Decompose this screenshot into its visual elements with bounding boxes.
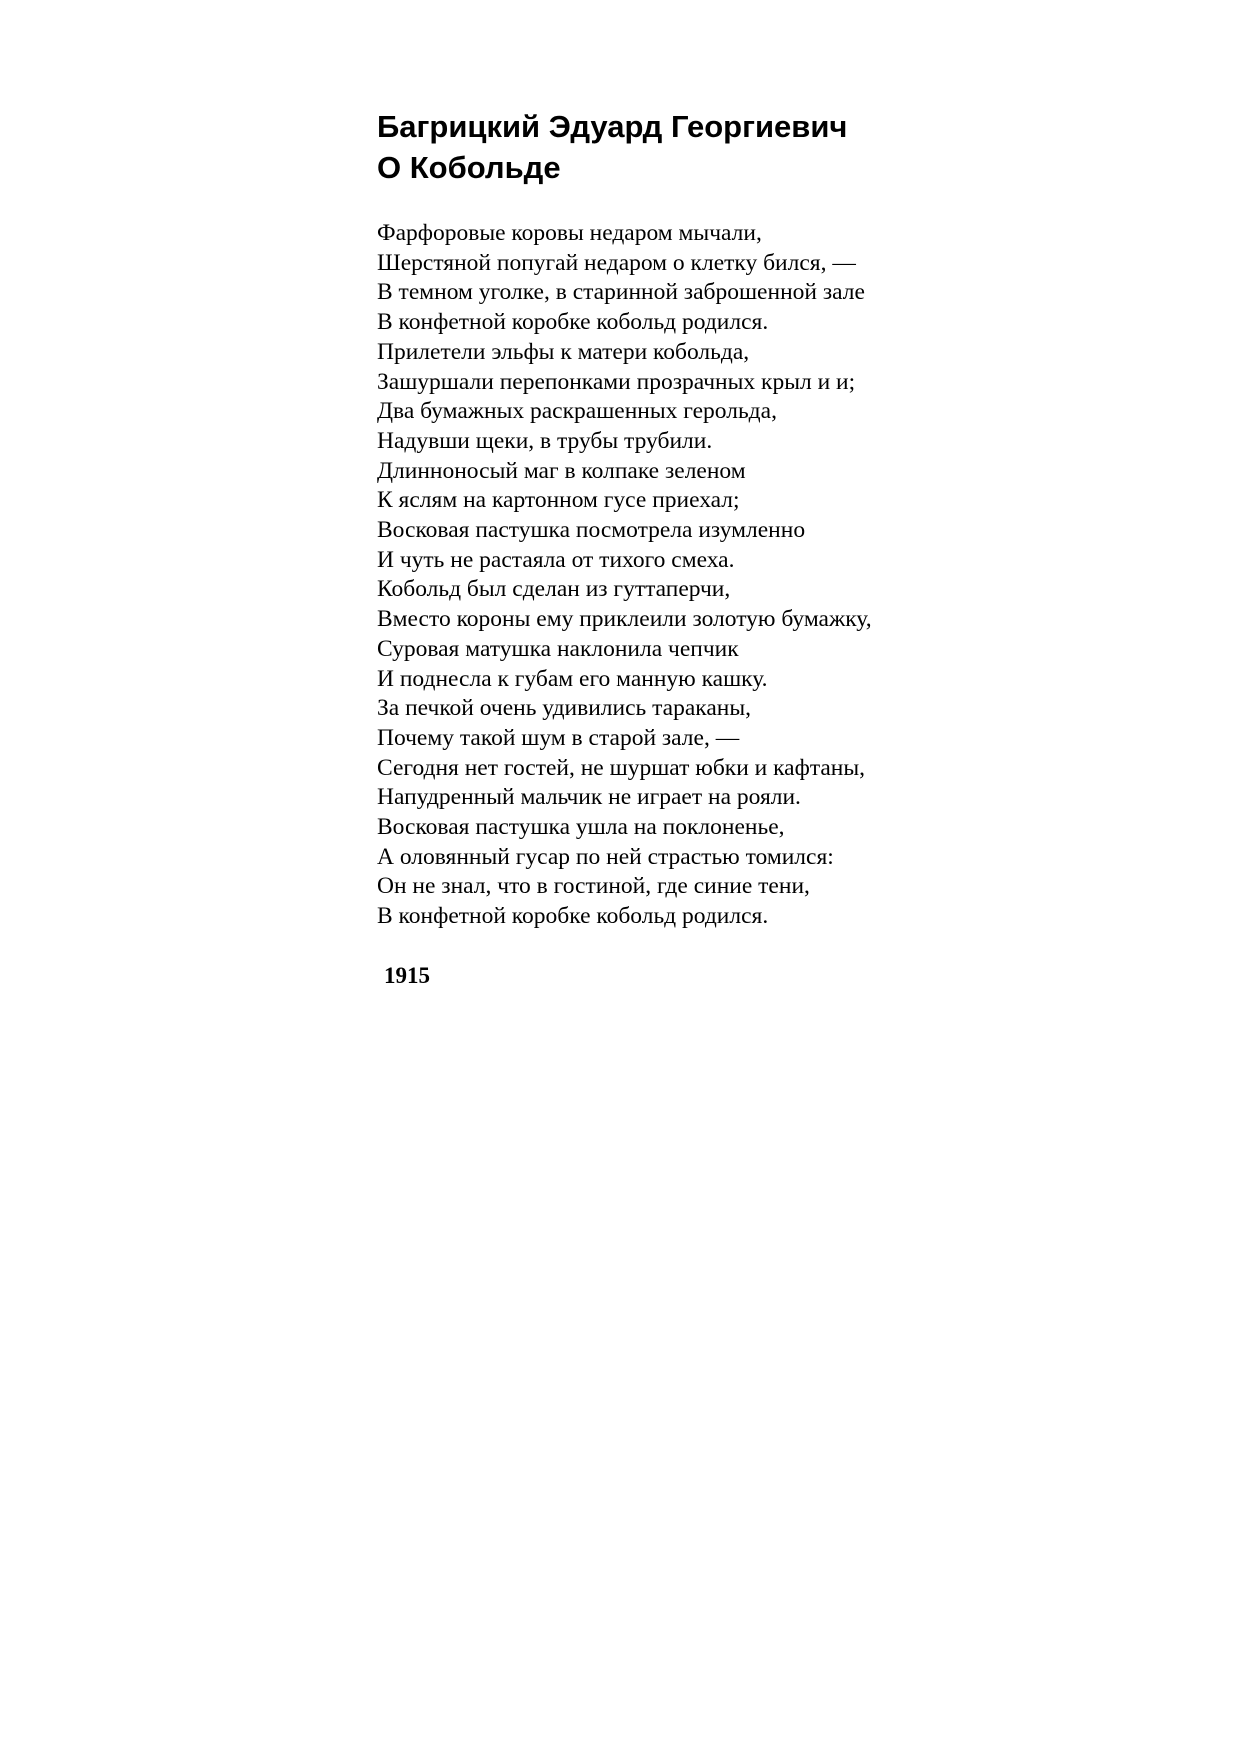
poem-line: Прилетели эльфы к матери кобольда, — [377, 338, 750, 365]
author-name: Багрицкий Эдуард Георгиевич — [377, 109, 848, 144]
poem-line: За печкой очень удивились тараканы, — [377, 695, 752, 722]
poem-line: Сегодня нет гостей, не шуршат юбки и кафтаны, — [377, 754, 866, 781]
poem-line: Фарфоровые коровы недаром мычали, — [377, 220, 762, 246]
poem-line: В конфетной коробке кобольд родился. — [377, 309, 769, 336]
poem-line: Напудренный мальчик не играет на рояли. — [377, 784, 801, 811]
poem-heading — [377, 106, 1097, 188]
poem-line: Два бумажных раскрашенных герольда, — [377, 398, 777, 425]
poem-line: И поднесла к губам его манную кашку. — [377, 665, 768, 692]
poem-line: А оловянный гусар по ней страстью томился: — [377, 843, 834, 870]
poem-line: В конфетной коробке кобольд родился. — [377, 903, 769, 930]
poem-line: Он не знал, что в гостиной, где синие тени, — [377, 873, 810, 900]
poem-line: И чуть не растаяла от тихого смеха. — [377, 546, 735, 573]
poem-line: Почему такой шум в старой зале, — — [377, 724, 740, 751]
poem-line: Надувши щеки, в трубы трубили. — [377, 427, 713, 454]
poem-year: 1915 — [384, 963, 430, 988]
poem-line: Зашуршали перепонками прозрачных крыл и и; — [377, 368, 856, 395]
poem-line: Длинноносый маг в колпаке зеленом — [377, 457, 746, 484]
poem-title: О Кобольде — [377, 150, 561, 185]
poem-line: Вместо короны ему приклеили золотую бумажку, — [377, 606, 872, 633]
poem-text — [377, 219, 1197, 932]
poem-line: Шерстяной попугай недаром о клетку бился, — — [377, 249, 856, 276]
poem-line: К яслям на картонном гусе приехал; — [377, 487, 740, 514]
poem-line: Суровая матушка наклонила чепчик — [377, 635, 739, 662]
poem-line: Восковая пастушка посмотрела изумленно — [377, 517, 806, 544]
poem-line: Кобольд был сделан из гуттаперчи, — [377, 576, 731, 603]
poem-line: Восковая пастушка ушла на поклоненье, — [377, 814, 785, 841]
poem-line: В темном уголке, в старинной заброшенной зале — [377, 279, 865, 306]
